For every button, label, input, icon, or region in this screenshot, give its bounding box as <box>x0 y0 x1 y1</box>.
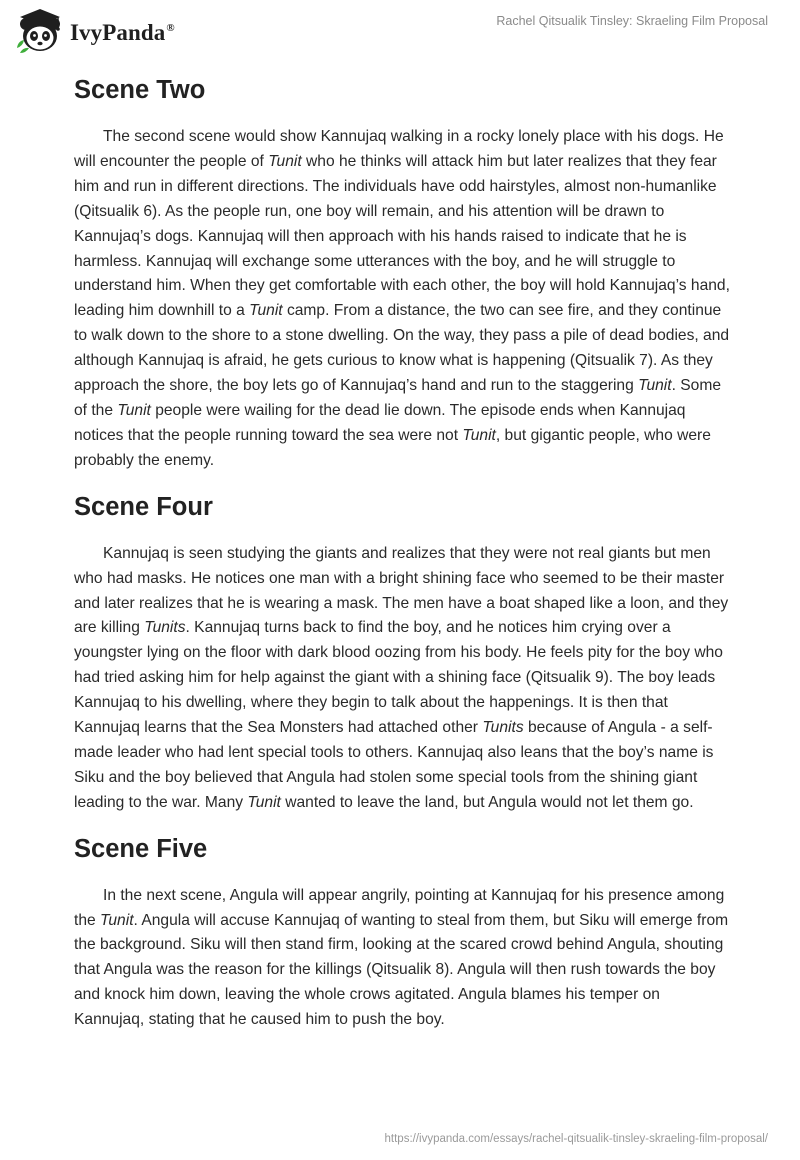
italic-term: Tunits <box>144 619 186 637</box>
section-heading: Scene Five <box>74 834 208 863</box>
italic-term: Tunit <box>247 793 281 811</box>
italic-term: Tunit <box>268 152 302 170</box>
registered-mark: ® <box>166 22 175 35</box>
section-heading: Scene Two <box>74 76 206 104</box>
document-title: Rachel Qitsualik Tinsley: Skraeling Film Proposal <box>496 14 768 28</box>
essay-body <box>74 70 730 1033</box>
text-run: Kannujaq is seen studying the giants and realizes that they were not real giants but men who had masks. He notices one man with a bright shining face who seemed to be their master and later realizes that he is wearing a mask. The men have a boat shaped like a loon, and they are killing <box>74 544 729 637</box>
text-run: camp. From a distance, the two can see fire, and they continue to walk down to the shore to a stone dwelling. On the way, they pass a pile of dead bodies, and although Kannujaq is afraid, he gets curious to know what is happening (Qitsualik 7). As they approach the shore, the boy lets go of Kannujaq’s hand and run to the staggering <box>74 302 730 395</box>
text-run: In the next scene, Angula will appear angrily, pointing at Kannujaq for his presence among the <box>74 886 725 929</box>
section-heading: Scene Four <box>74 492 213 521</box>
source-url[interactable]: https://ivypanda.com/essays/rachel-qitsualik-tinsley-skraeling-film-proposal/ <box>384 1133 768 1145</box>
text-run: The second scene would show Kannujaq walking in a rocky lonely place with his dogs. He will encounter the people of <box>74 128 724 170</box>
text-run: . Some of the <box>74 377 722 419</box>
italic-term: Tunit <box>117 401 151 419</box>
italic-term: Tunits <box>482 719 524 737</box>
page-header <box>0 0 800 64</box>
italic-term: Tunit <box>462 426 496 444</box>
text-run: . Kannujaq turns back to find the boy, and he notices him crying over a youngster lying on the floor with dark blood oozing from his body. He feels pity for the boy who had tried asking him for help against the giant with a shining face (Qitsualik 9). The boy leads Kannujaq to his dwelling, where they begin to talk about the happenings. It is then that Kannujaq learns that the Sea Monsters had attached other <box>74 619 723 737</box>
section-paragraph <box>74 542 730 816</box>
italic-term: Tunit <box>638 377 672 395</box>
text-run: people were wailing for the dead lie down. The episode ends when Kannujaq notices that the people running toward the sea were not <box>74 401 686 444</box>
ivypanda-logo[interactable] <box>14 8 175 56</box>
text-run: wanted to leave the land, but Angula would not let them go. <box>280 793 694 811</box>
panda-graduation-cap-icon <box>14 8 68 56</box>
section-paragraph <box>74 884 730 1033</box>
text-run: , but gigantic people, who were probably the enemy. <box>74 426 711 469</box>
section-paragraph <box>74 125 730 474</box>
text-run: because of Angula - a self-made leader who had lent special tools to others. Kannujaq also leans that the boy’s name is Siku and the boy believed that Angula had stolen some special tools from the shining giant leading to the war. Many <box>74 719 714 811</box>
text-run: who he thinks will attack him but later realizes that they fear him and run in different directions. The individuals have odd hairstyles, almost non-humanlike (Qitsualik 6). As the people run, one boy will remain, and his attention will be drawn to Kannujaq’s dogs. Kannujaq will then approach with his hands raised to indicate that he is harmless. Kannujaq will exchange some utterances with the boy, and he will struggle to understand him. When they get comfortable with each other, the boy will hold Kannujaq’s hand, leading him downhill to a <box>74 152 730 320</box>
text-run: . Angula will accuse Kannujaq of wanting to steal from them, but Siku will emerge from the background. Siku will then stand firm, looking at the scared crowd behind Angula, shouting that Angula was the reason for the killings (Qitsualik 8). Angula will then rush towards the boy and knock him down, leaving the whole crows agitated. Angula blames his temper on Kannujaq, stating that he caused him to push the boy. <box>74 911 729 1029</box>
italic-term: Tunit <box>249 302 283 320</box>
italic-term: Tunit <box>100 911 134 929</box>
brand-name: IvyPanda® <box>70 20 175 45</box>
